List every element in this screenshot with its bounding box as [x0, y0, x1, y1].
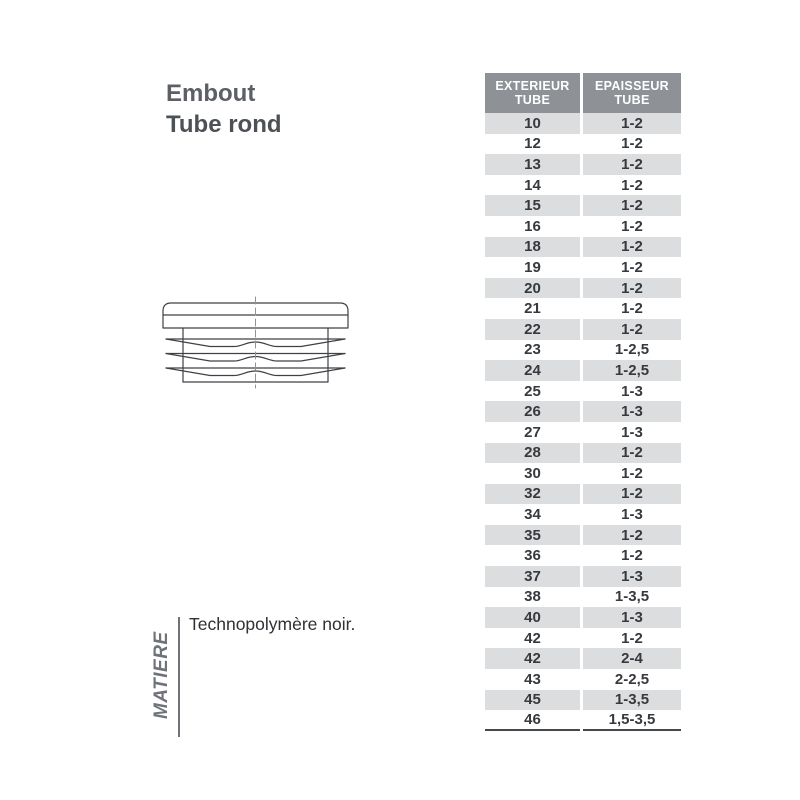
exterieur-cell: 21 — [524, 300, 541, 318]
page-title-line2: Tube rond — [166, 111, 282, 138]
exterieur-cell: 30 — [524, 464, 541, 482]
epaisseur-cell: 1-2,5 — [583, 360, 681, 381]
exterieur-cell: 28 — [485, 443, 580, 464]
dimensions-table — [485, 73, 681, 731]
table-row — [485, 525, 681, 546]
table-row — [485, 463, 681, 484]
tube-end-cap-drawing — [150, 295, 360, 390]
epaisseur-cell: 1-3 — [621, 506, 643, 524]
epaisseur-cell: 1-2 — [621, 135, 643, 153]
epaisseur-cell: 1-2 — [621, 464, 643, 482]
epaisseur-cell: 1-2 — [583, 195, 681, 216]
epaisseur-cell: 1,5-3,5 — [583, 710, 681, 731]
exterieur-cell: 37 — [485, 566, 580, 587]
table-row — [485, 257, 681, 278]
table-row — [485, 298, 681, 319]
header-epaisseur-tube: EPAISSEUR TUBE — [583, 73, 681, 113]
epaisseur-cell: 1-3 — [583, 566, 681, 587]
table-header — [485, 73, 681, 113]
exterieur-cell: 13 — [485, 154, 580, 175]
table-body — [485, 113, 681, 731]
exterieur-cell: 42 — [524, 629, 541, 647]
table-row — [485, 154, 681, 175]
exterieur-cell: 40 — [485, 607, 580, 628]
table-row — [485, 710, 681, 731]
table-row — [485, 669, 681, 690]
exterieur-cell: 34 — [524, 506, 541, 524]
epaisseur-cell: 1-2 — [621, 176, 643, 194]
table-row — [485, 216, 681, 237]
epaisseur-cell: 1-2 — [621, 547, 643, 565]
epaisseur-cell: 1-3 — [621, 423, 643, 441]
table-row — [485, 401, 681, 422]
page-title — [166, 78, 282, 140]
epaisseur-cell: 1-2 — [583, 319, 681, 340]
epaisseur-cell: 1-3 — [583, 401, 681, 422]
epaisseur-cell: 1-2 — [583, 278, 681, 299]
material-value: Technopolymère noir. — [189, 614, 356, 634]
table-row — [485, 237, 681, 258]
epaisseur-cell: 2-4 — [583, 648, 681, 669]
epaisseur-cell: 1-2 — [621, 258, 643, 276]
table-row — [485, 113, 681, 134]
exterieur-cell: 16 — [524, 217, 541, 235]
epaisseur-cell: 2-2,5 — [614, 670, 650, 688]
exterieur-cell: 14 — [524, 176, 541, 194]
exterieur-cell: 22 — [485, 319, 580, 340]
exterieur-cell: 32 — [485, 484, 580, 505]
exterieur-cell: 36 — [524, 547, 541, 565]
exterieur-cell: 27 — [524, 423, 541, 441]
header-exterieur-tube: EXTERIEUR TUBE — [485, 73, 580, 113]
table-row — [485, 319, 681, 340]
exterieur-cell: 25 — [524, 382, 541, 400]
epaisseur-cell: 1-2 — [583, 525, 681, 546]
exterieur-cell: 38 — [524, 588, 541, 606]
table-row — [485, 381, 681, 402]
exterieur-cell: 12 — [524, 135, 541, 153]
table-row — [485, 607, 681, 628]
table-row — [485, 648, 681, 669]
exterieur-cell: 19 — [524, 258, 541, 276]
material-label: MATIERE — [151, 631, 172, 719]
table-row — [485, 134, 681, 155]
exterieur-cell: 15 — [485, 195, 580, 216]
table-row — [485, 545, 681, 566]
epaisseur-cell: 1-2 — [583, 484, 681, 505]
epaisseur-cell: 1-2 — [621, 300, 643, 318]
epaisseur-cell: 1-2 — [583, 237, 681, 258]
table-row — [485, 587, 681, 608]
table-row — [485, 360, 681, 381]
exterieur-cell: 20 — [485, 278, 580, 299]
epaisseur-cell: 1-3,5 — [614, 588, 650, 606]
exterieur-cell: 43 — [524, 670, 541, 688]
epaisseur-cell: 1-3,5 — [583, 690, 681, 711]
exterieur-cell: 35 — [485, 525, 580, 546]
table-row — [485, 504, 681, 525]
epaisseur-cell: 1-3 — [621, 382, 643, 400]
epaisseur-cell: 1-2 — [621, 217, 643, 235]
epaisseur-cell: 1-2 — [583, 443, 681, 464]
exterieur-cell: 45 — [485, 690, 580, 711]
table-row — [485, 484, 681, 505]
epaisseur-cell: 1-2 — [621, 629, 643, 647]
epaisseur-cell: 1-2 — [583, 154, 681, 175]
table-row — [485, 566, 681, 587]
exterieur-cell: 42 — [485, 648, 580, 669]
table-row — [485, 175, 681, 196]
exterieur-cell: 18 — [485, 237, 580, 258]
table-row — [485, 422, 681, 443]
table-row — [485, 278, 681, 299]
exterieur-cell: 24 — [485, 360, 580, 381]
table-row — [485, 195, 681, 216]
material-divider-line — [178, 617, 180, 737]
epaisseur-cell: 1-3 — [583, 607, 681, 628]
page-title-line1: Embout — [166, 80, 256, 107]
exterieur-cell: 10 — [485, 113, 580, 134]
epaisseur-cell: 1-2,5 — [614, 341, 650, 359]
table-row — [485, 340, 681, 361]
epaisseur-cell: 1-2 — [583, 113, 681, 134]
table-row — [485, 443, 681, 464]
table-row — [485, 628, 681, 649]
exterieur-cell: 23 — [524, 341, 541, 359]
table-row — [485, 690, 681, 711]
exterieur-cell: 26 — [485, 401, 580, 422]
exterieur-cell: 46 — [485, 710, 580, 731]
